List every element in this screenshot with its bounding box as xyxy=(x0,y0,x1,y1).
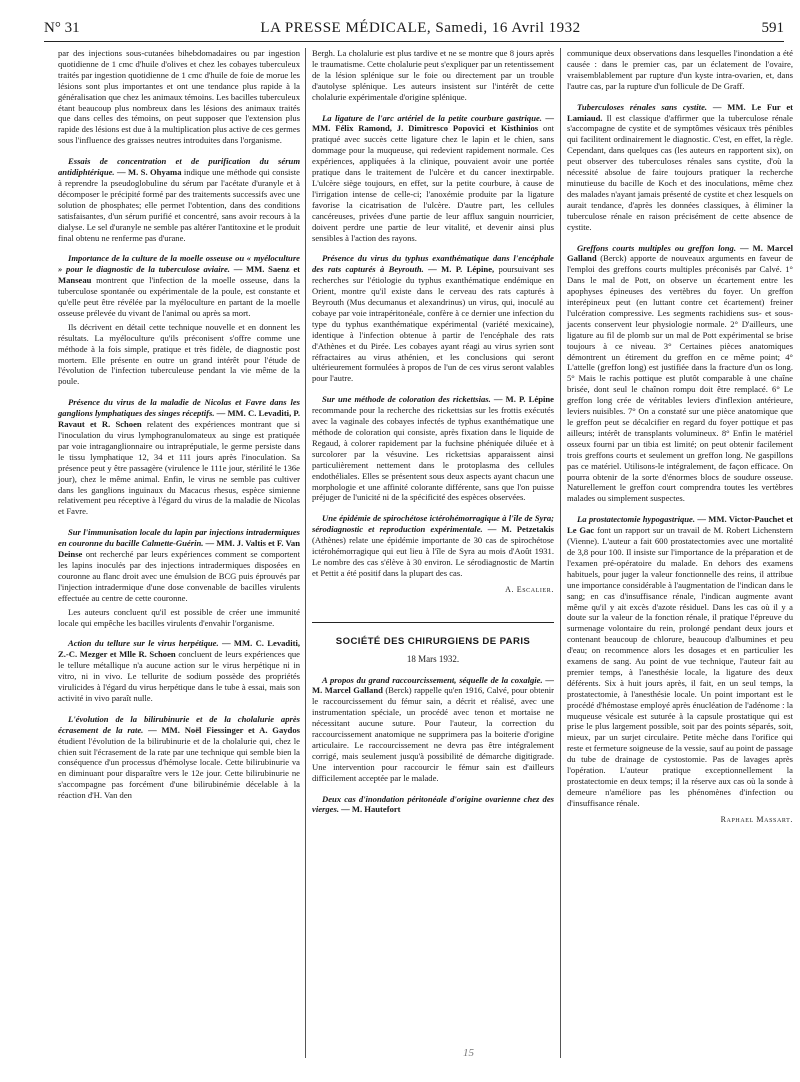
abstract-greffons xyxy=(567,243,793,505)
abstract-tuberculoses-renales xyxy=(567,102,793,233)
abstract-bilirubinurie xyxy=(58,714,300,801)
abstract-author: — M. Marcel Galland xyxy=(567,242,793,264)
abstract-title: Présence du virus de la maladie de Nicolas et Favre dans les ganglions lymphatiques des singes réceptifs. xyxy=(58,397,300,419)
abstract-title: Greffons courts multiples ou greffon long. xyxy=(577,242,736,253)
abstract-text: font un rapport sur un travail de M. Robert Lichenstern (Vienne). L'auteur a fait 600 prostatectomies avec une mortalité de 3,8 pour 100. Il insiste sur l'importance de la préparation et de l'examen pré-opératoire du malade. En dehors des examens habituels, pour juger la valeur fonctionnelle des reins, il attribue une importance considérable à l'augmentation de l'indican dans le sang; en cas d'insuffisance rénale, l'indican augmente avant même qu'il y ait excès d'azote résiduel. Dans les cas où il y a doute sur la valeur de la fonction rénale, il pratique l'épreuve du surmenage volontaire du rein, prolongé pendant deux jours et contenant beaucoup de chlorure, beaucoup d'albumines et peu d'eau; on recommence alors les dosages et en particulier les examens de sang. Au point de vue technique, l'auteur fait au premier temps, à l'anesthésie locale, la ligature des deux déférents. Six à huit jours après, il fait, en un seul temps, la prostatectomie, à l'anesthésie locale. Un point important est le procédé d'hémostase employé après énucléation de l'adénome : la muqueuse vésicale est suturée à la capsule prostatique qui est prise le plus largement possible, soit par des points séparés, soit, mieux, par un surjet circulaire. Petite mèche dans l'orifice qui reste et fermeture soigneuse de la vessie, sauf au point de passage du tube de drainage de cystostomie. Pas de lavages après l'opération. L'auteur pratique exceptionnellement la prostatectomie en deux temps; il la réserve aux cas où la sonde à demeure n'améliore pas les phénomènes d'infection ou d'insuffisance rénale. xyxy=(567,525,794,808)
abstract-typhus-beyrouth xyxy=(312,253,554,384)
abstract-title: Importance de la culture de la moelle osseuse ou « myéloculture » pour le diagnostic de la tuberculose aviaire. xyxy=(58,253,300,275)
abstract-text: (Berck) apporte de nouveaux arguments en faveur de l'emploi des greffons courts multiples préconisés par Calvé. 1° Dans le mal de Pott, on observe un écartement entre les apophyses épineuses des vertèbres du foyer. Un greffon interépineux peut (en luttant contre cet écartement) freiner l'ulcération compressive. Les segments rachidiens sus- et sous-jacents conservent leur physiologie normale. 2° D'ailleurs, une ligature au fil de plomb sur un mal de Pott expérimental se brise toujours à ce niveau. 3° Certaines pièces anatomiques démontrent un étirement du greffon en ce même point; 4° L'attelle (greffon long) est justifiée dans la fracture d'un os long. 5° Mais le rachis pottique est plutôt comparable à une chaîne brisée, dont seul le chaînon rompu doit être remplacé. 6° Le greffon long crée de véritables leviers d'inflexion antérieure, leviers nuisibles. 7° On a constaté sur une pièce anatomique que le greffon peut se décalcifier en regard du foyer pottique et pas ailleurs; intérêt de transplants volumineux. 8° Enfin le matériel osseux fourni par un tibia est limité; on peut obtenir facilement trois greffons courts et seulement un greffon long. Ne gaspillons pas ce matériel. Utilisons-le intégralement, de façon efficace. On pourra obtenir de la sorte d'énormes blocs de soudure osseuse. Naturellement le greffon court comprendra toutes les vertèbres malades ou simplement suspectes. xyxy=(567,253,793,504)
column-1 xyxy=(58,48,300,804)
society-heading: SOCIÉTÉ DES CHIRURGIENS DE PARIS xyxy=(335,635,531,647)
column-rule-1 xyxy=(305,48,306,1058)
abstract-title: Sur une méthode de coloration des rickettsias. xyxy=(322,394,491,405)
abstract-title: La ligature de l'arc artériel de la petite courbure gastrique. xyxy=(322,112,542,123)
abstract-author: — M. Marcel Galland xyxy=(312,674,555,696)
abstract-title: Une épidémie de spirochétose ictérohémorragique à l'île de Syra; sérodiagnostic et reproduction expérimentale. xyxy=(312,513,554,535)
abstract-author: — MM. Saenz et Manseau xyxy=(58,264,300,286)
abstract-title: Sur l'immunisation locale du lapin par injections intradermiques en couronne du bacille Calmette-Guérin. xyxy=(58,527,300,549)
society-date: 18 Mars 1932. xyxy=(406,653,460,664)
abstract-bcg-couronne xyxy=(58,527,300,603)
abstract-serum-antidiphterique xyxy=(58,156,300,243)
abstract-title: Présence du virus du typhus exanthématique dans l'encéphale des rats capturés à Beyrouth. xyxy=(312,253,554,275)
column-2 xyxy=(312,48,554,818)
signature-escalier: A. Escalier. xyxy=(505,584,554,594)
abstract-spirochetose xyxy=(312,513,554,578)
abstract-author: — MM. J. Valtis et F. Van Deinse xyxy=(58,538,301,560)
abstract-text: (Berck) rappelle qu'en 1916, Calvé, pour obtenir le raccourcissement du fémur sain, a décrit et réalisé, avec une instrumentation spéciale, un procédé avec tenon et mortaise ne nécessitant aucune suture. Pour l'auteur, la correction du raccourcissement anatomique ne supprimera pas la boiterie d'origine articulaire. Le raccourcissement ne devra pas être intégralement corrigé, mais seulement jusqu'à possibilité de démarche digitigrade. Une intervention pour raccourcir le fémur sain est d'ailleurs difficilement acceptée par le malade. xyxy=(312,685,555,783)
signature-massart: Raphael Massart. xyxy=(720,814,793,824)
page-header xyxy=(44,16,784,40)
abstract-text: ont recherché par leurs expériences comment se comportent les lapins inoculés par des injections intradermiques disposées en couronne au flanc droit avec une émulsion de BCG puis éprouvés par l'injection intradermique d'une dose convenable de bacilles virulents effectuée au centre de cette couronne. xyxy=(58,549,300,603)
abstract-title: Essais de concentration et de purification du sérum antidiphtérique. xyxy=(58,156,300,178)
abstract-inondation xyxy=(312,794,554,816)
abstract-author: — M. Hautefort xyxy=(341,804,401,815)
abstract-rickettsias xyxy=(312,394,554,503)
abstract-myeloculture xyxy=(58,253,300,318)
abstract-title: L'évolution de la bilirubinurie et de la cholalurie après écrasement de la rate. xyxy=(58,713,300,735)
abstract-author: — M. S. Ohyama xyxy=(117,167,182,178)
abstract-text: étudient l'évolution de la bilirubinurie et de la cholalurie qui, chez le chien suit l'écrasement de la rate par une technique qui semble bien la conséquence d'un processus d'hémolyse locale. Cette bilirubinurie va en diminuant pour disparaître vers le 12e jour. Cette bilirubinurie ne s'accompagne pas forcément d'une bilirubinémie décelable à la réaction d'H. Van den xyxy=(58,735,300,801)
abstract-text: recommande pour la recherche des rickettsias sur les frottis exécutés avec la vaginale des cobayes infectés de typhus exanthématique une méthode de coloration qui consiste, après fixation dans le liquide de Regaud, à colorer rapidement par la fuchsine phéniquée diluée et à surcolorer par la vésuvine. Les rickettsias apparaissent ainsi particulièrement nettement dans le protoplasma des cellules endothéliales. Elles se présentent sous deux aspects ayant chacun une morphologie et une affinité colorante différente, sans que l'on puisse préjuger de l'unicité ni de la spécificité des espèces observées. xyxy=(312,405,554,503)
abstract-text: (Athènes) relate une épidémie importante de 30 cas de spirochétose ictérohémorragique qui eut lieu à l'île de Syra au mois d'Août 1931. Le nombre des cas s'élève à 30 environ. Le sérodiagnostic de Martin et Pettit a été positif dans la plupart des cas. xyxy=(312,535,554,578)
abstract-title: Deux cas d'inondation péritonéale d'origine ovarienne chez des vierges. xyxy=(312,793,554,815)
page-number: 591 xyxy=(761,19,784,36)
abstract-title: La prostatectomie hypogastrique. xyxy=(577,514,696,525)
abstract-title: Tuberculoses rénales sans cystite. xyxy=(577,101,708,112)
abstract-raccourcissement xyxy=(312,675,554,784)
abstract-author: — MM. Victor-Pauchet et Le Gac xyxy=(567,514,793,536)
abstract-text: poursuivant ses recherches sur l'étiologie du typhus exanthématique endémique en Orient, montre qu'il existe dans le cerveau des rats capturés à Beyrouth (Mus decumanus et alexandrinus) un virus, qui, inoculé au cobaye par voie intrapéritonéale, confère à ce dernier une infection du type du typhus exanthématique expérimental (variété mexicaine), identique à l'infection obtenue à partir de l'encéphale des rats d'Athènes et du Pirée. Les cobayes ayant réagi au virus syrien sont réfractaires au virus athénien, et les conclusions qui seront ultérieurement formulées à propos de l'un de ces virus seront valables pour l'autre. xyxy=(312,264,554,384)
paragraph: Bergh. La cholalurie est plus tardive et ne se montre que 8 jours après le traumatisme. Cette cholalurie peut s'expliquer par un retentissement de la lésion splénique sur le foie ou directement par un trouble d'autolyse splénique. Les auteurs insistent sur l'intérêt de cette cholalurie expérimentale d'origine splénique. xyxy=(312,48,554,102)
column-3 xyxy=(567,48,793,826)
abstract-author: — MM. C. Levaditi, Z.-C. Mezger et Mlle R. Schoen xyxy=(58,638,300,660)
column-rule-2 xyxy=(560,48,561,1058)
abstract-author: — M. P. Lépine, xyxy=(428,264,495,275)
abstract-author: — MM. Le Fur et Lamiaud. xyxy=(567,101,794,123)
abstract-author: — MM. Noël Fiessinger et A. Gaydos xyxy=(148,724,300,735)
abstract-text: ont pratiqué avec succès cette ligature chez le lapin et le chien, sans dommage pour la muqueuse, qui redevient rapidement normale. Ces expériences, appliquées à la clinique, pouvaient avoir une portée pratique dans le traitement de l'ulcère et du cancer inextirpable. L'ulcère siège toujours, en effet, sur la petite courbure, à cause de l'irrigation intense de celle-ci; l'anoxémie produite par la ligature favorise la cicatrisation de l'ulcère. D'autre part, les cellules cancéreuses, privées d'une partie de leur afflux sanguin nourricier, doivent perdre une partie de leur vitalité, et devenir ainsi plus sensibles à l'action des rayons. xyxy=(312,123,555,243)
abstract-prostatectomie xyxy=(567,514,793,808)
journal-title: LA PRESSE MÉDICALE, Samedi, 16 Avril 1932 xyxy=(260,19,581,36)
abstract-ligature-arc xyxy=(312,113,554,244)
abstract-author: — MM. Félix Ramond, J. Dimitresco Popovici et Kisthinios xyxy=(312,112,554,134)
abstract-nicolas-favre xyxy=(58,397,300,517)
abstract-text: relatent des expériences montrant que si l'inoculation du virus lymphogranulomateux au singe est pratiquée par voie intraganglionnaire ou intrapréputiale, le germe persiste dans le tissu lymphatique 12, 34 et 111 jours après l'inoculation. Sa présence peut y être passagère (virulence le 111e jour, stérilité le 136e jour), chez le même animal. Enfin, le virus ne semble pas cultiver dans les ganglions inguinaux du Macacus rhesus, espèce simienne relativement peu réceptive à l'égard du virus de la maladie de Nicolas et Favre. xyxy=(58,419,300,517)
abstract-author: — M. P. Lépine xyxy=(493,394,554,405)
abstract-title: Action du tellure sur le virus herpétique. xyxy=(68,638,219,649)
issue-number: N° 31 xyxy=(44,19,80,36)
abstract-text: indique une méthode qui consiste à reprendre la pseudoglobuline du sérum par l'acétate d'uranyle et à décomposer le précipité formé par des traitements successifs avec une solution de phosphates; elle permet l'obtention, dans des conditions satisfaisantes, d'un sérum purifié et concentré, sans avoir recours à la dialyse. Le sel d'uranyle ne semble pas altérer l'antitoxine et le produit final obtenu ne renferme pas d'urane. xyxy=(58,167,300,243)
abstract-text: concluent de leurs expériences que le tellure métallique n'a aucune action sur le virus herpétique ni in vitro, ni in vivo. Le tellurite de sodium possède des propriétés virulicides à l'égard du virus herpétique dans le tube à essai, mais son activité in vivo paraît nulle. xyxy=(58,649,300,703)
paragraph: Ils décrivent en détail cette technique nouvelle et en donnent les résultats. La myéloculture qu'ils préconisent s'offre comme une méthode à la fois simple, pratique et très fidèle, de diagnostic post mortem. Elle présente en outre un grand intérêt pour l'étude de l'évolution de l'infection tuberculeuse pendant la vie même de la poule. xyxy=(58,321,300,387)
paragraph: communique deux observations dans lesquelles l'inondation a été causée : dans le premier cas, par un éclatement de l'ovaire, vraisemblablement par rupture d'un kyste intra-ovarien, et, dans l'autre cas, par la rupture d'un follicule de De Graff. xyxy=(567,48,793,91)
paragraph: Les auteurs concluent qu'il est possible de créer une immunité locale qui empêche les bacilles virulents d'envahir l'organisme. xyxy=(58,606,300,628)
stray-pencil-mark: 15 xyxy=(463,1047,474,1059)
society-section xyxy=(312,622,554,665)
abstract-author: — M. Petzetakis xyxy=(487,524,554,535)
abstract-text: Il est classique d'affirmer que la tuberculose rénale s'accompagne de cystite et de symptômes vésicaux très pénibles qui facilitent ordinairement le diagnostic. C'est, en effet, la règle. Cependant, dans quelques cas (les auteurs en rapportent six), on peut observer des tuberculoses rénales sans cystite, d'où la nécessité absolue de faire toujours pratiquer la recherche minutieuse du bacille de Koch et des inoculations, même chez des malades n'ayant jamais présenté de cystite et chez lesquels on aurait tendance, d'après les données classiques, à éliminer la tuberculose rénale en raison précisément de cette absence de cystite. xyxy=(567,112,793,232)
abstract-tellure xyxy=(58,638,300,703)
paragraph: par des injections sous-cutanées bihebdomadaires ou par ingestion quotidienne de 1 cmc d'huile d'olives et chez les cobayes tuberculeux traités par ingestion quotidienne de 1 cmc d'huile de foie de morue les lésions sont plus importantes et ont une tendance plus rapide à la généralisation que chez les animaux témoins. Les bacilles tuberculeux étant beaucoup plus nombreux dans les lésions des animaux traités que dans celles des témoins, on peut supposer que l'extension plus rapide des lésions est due à la multiplication plus active de ces germes sous l'influence des graisses neutres introduites dans l'organisme. xyxy=(58,48,300,146)
abstract-text: montrent que l'infection de la moelle osseuse, dans la tuberculose spontanée ou expérimentale de la poule, est constante et qu'elle peut être révélée par la myéloculture en partant de la moelle osseuse prélevée du vivant de l'animal ou après sa mort. xyxy=(58,275,300,318)
header-rule xyxy=(44,41,784,42)
abstract-title: A propos du grand raccourcissement, séquelle de la coxalgie. xyxy=(322,674,543,685)
abstract-author: — MM. C. Levaditi, P. Ravaut et R. Schoen xyxy=(58,408,301,430)
